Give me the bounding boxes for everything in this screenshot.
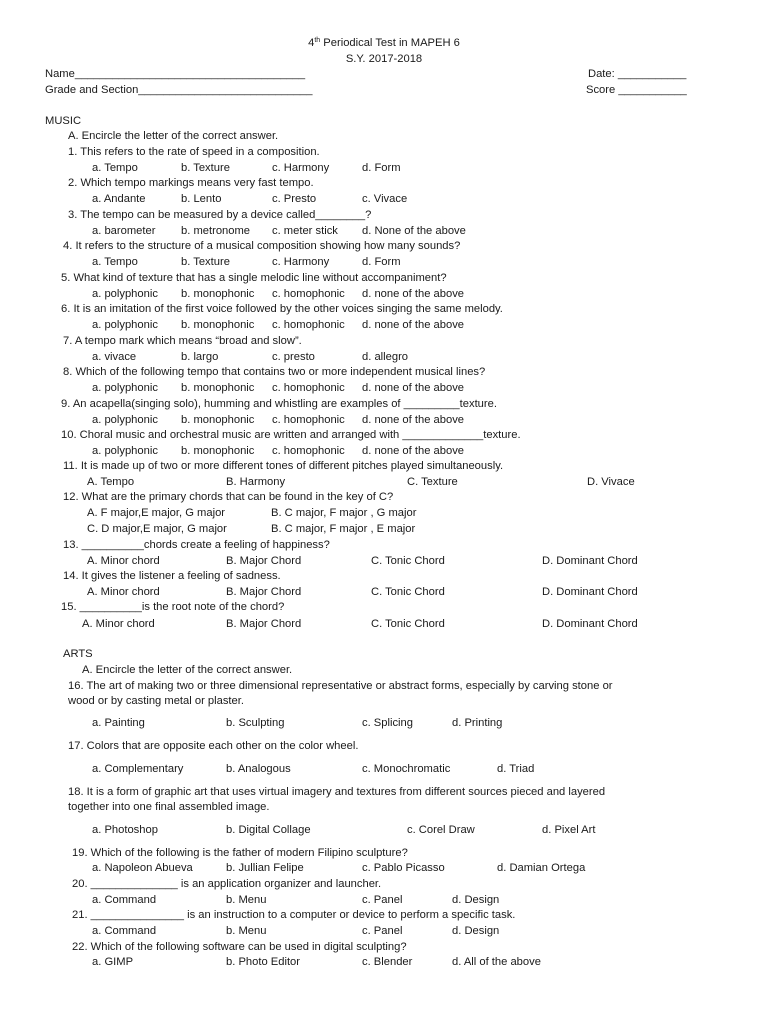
answer-choice[interactable]: d. Damian Ortega xyxy=(497,862,586,874)
answer-choice[interactable]: b. Lento xyxy=(181,193,222,205)
answer-choice[interactable]: c. Panel xyxy=(362,925,403,937)
answer-choice[interactable]: d. All of the above xyxy=(452,956,541,968)
answer-choice[interactable]: b. Jullian Felipe xyxy=(226,862,304,874)
answer-choice[interactable]: C. Tonic Chord xyxy=(371,618,445,630)
test-title: 4th Periodical Test in MAPEH 6 xyxy=(308,37,460,49)
question-text: 5. What kind of texture that has a single melodic line without accompaniment? xyxy=(61,272,447,284)
answer-choice[interactable]: d. none of the above xyxy=(362,414,465,426)
question-text: 17. Colors that are opposite each other on the color wheel. xyxy=(68,740,359,752)
answer-choice[interactable]: b. monophonic xyxy=(181,414,255,426)
answer-choice[interactable]: c. Monochromatic xyxy=(362,763,451,775)
answer-choice[interactable]: c. meter stick xyxy=(272,225,338,237)
answer-choice[interactable]: b. monophonic xyxy=(181,288,255,300)
answer-choice[interactable]: C. Tonic Chord xyxy=(371,555,445,567)
answer-choice[interactable]: D. Dominant Chord xyxy=(542,555,638,567)
question-text: 8. Which of the following tempo that contains two or more independent musical lines? xyxy=(63,366,486,378)
answer-choice[interactable]: a. Complementary xyxy=(92,763,184,775)
answer-choice[interactable]: a. Napoleon Abueva xyxy=(92,862,193,874)
answer-choice[interactable]: a. Andante xyxy=(92,193,146,205)
answer-choice[interactable]: c. Pablo Picasso xyxy=(362,862,445,874)
answer-choice[interactable]: b. Photo Editor xyxy=(226,956,301,968)
answer-choice[interactable]: c. Blender xyxy=(362,956,413,968)
answer-choice[interactable]: D. Dominant Chord xyxy=(542,586,638,598)
answer-choice[interactable]: b. Texture xyxy=(181,162,230,174)
answer-choice[interactable]: b. Menu xyxy=(226,925,267,937)
answer-choice[interactable]: b. Menu xyxy=(226,894,267,906)
answer-choice[interactable]: d. allegro xyxy=(362,351,409,363)
arts-heading: ARTS xyxy=(63,648,93,660)
answer-choice[interactable]: d. Design xyxy=(452,925,500,937)
answer-choice[interactable]: d. Design xyxy=(452,894,500,906)
answer-choice[interactable]: B. Major Chord xyxy=(226,555,302,567)
answer-choice[interactable]: B. Harmony xyxy=(226,476,286,488)
question-text: 12. What are the primary chords that can be found in the key of C? xyxy=(63,491,394,503)
answer-choice[interactable]: A. Minor chord xyxy=(82,618,155,630)
question-text: 22. Which of the following software can be used in digital sculpting? xyxy=(72,941,407,953)
answer-choice[interactable]: d. None of the above xyxy=(362,225,466,237)
answer-choice[interactable]: a. Command xyxy=(92,925,157,937)
question-text: 4. It refers to the structure of a musical composition showing how many sounds? xyxy=(63,240,461,252)
answer-choice[interactable]: b. Analogous xyxy=(226,763,291,775)
answer-choice[interactable]: c. presto xyxy=(272,351,315,363)
answer-choice[interactable]: a. GIMP xyxy=(92,956,134,968)
answer-choice[interactable]: C. Tonic Chord xyxy=(371,586,445,598)
answer-choice[interactable]: a. polyphonic xyxy=(92,319,158,331)
answer-choice[interactable]: b. metronome xyxy=(181,225,251,237)
answer-choice[interactable]: d. none of the above xyxy=(362,288,465,300)
answer-choice[interactable]: B. C major, F major , G major xyxy=(271,507,417,519)
answer-choice[interactable]: c. homophonic xyxy=(272,319,345,331)
answer-choice[interactable]: D. Dominant Chord xyxy=(542,618,638,630)
answer-choice[interactable]: b. Texture xyxy=(181,256,230,268)
question-text: 2. Which tempo markings means very fast tempo. xyxy=(68,177,314,189)
answer-choice[interactable]: B. C major, F major , E major xyxy=(271,523,416,535)
answer-choice[interactable]: a. polyphonic xyxy=(92,445,158,457)
answer-choice[interactable]: a. Painting xyxy=(92,717,145,729)
answer-choice[interactable]: a. polyphonic xyxy=(92,414,158,426)
question-text-continued: wood or by casting metal or plaster. xyxy=(68,695,244,707)
grade-section-field[interactable]: Grade and Section____________________________ xyxy=(45,84,313,96)
answer-choice[interactable]: a. barometer xyxy=(92,225,156,237)
answer-choice[interactable]: d. Form xyxy=(362,162,401,174)
answer-choice[interactable]: a. Tempo xyxy=(92,256,138,268)
answer-choice[interactable]: b. Digital Collage xyxy=(226,824,311,836)
answer-choice[interactable]: d. none of the above xyxy=(362,445,465,457)
answer-choice[interactable]: A. Tempo xyxy=(87,476,135,488)
answer-choice[interactable]: b. monophonic xyxy=(181,445,255,457)
answer-choice[interactable]: a. Command xyxy=(92,894,157,906)
question-text: 9. An acapella(singing solo), humming and whistling are examples of _________texture. xyxy=(61,398,497,410)
answer-choice[interactable]: a. Photoshop xyxy=(92,824,158,836)
answer-choice[interactable]: c. Corel Draw xyxy=(407,824,475,836)
music-instruction: A. Encircle the letter of the correct answer. xyxy=(68,130,279,142)
answer-choice[interactable]: c. homophonic xyxy=(272,288,345,300)
answer-choice[interactable]: d. Triad xyxy=(497,763,535,775)
answer-choice[interactable]: C. Texture xyxy=(407,476,458,488)
answer-choice[interactable]: c. homophonic xyxy=(272,445,345,457)
answer-choice[interactable]: b. monophonic xyxy=(181,319,255,331)
answer-choice[interactable]: b. monophonic xyxy=(181,382,255,394)
answer-choice[interactable]: c. Harmony xyxy=(272,162,330,174)
question-text: 6. It is an imitation of the first voice followed by the other voices singing the same melody. xyxy=(61,303,503,315)
answer-choice[interactable]: a. polyphonic xyxy=(92,288,158,300)
question-text: 7. A tempo mark which means “broad and slow”. xyxy=(63,335,302,347)
answer-choice[interactable]: C. D major,E major, G major xyxy=(87,523,227,535)
question-text: 11. It is made up of two or more different tones of different pitches played simultaneously. xyxy=(63,460,504,472)
answer-choice[interactable]: b. Sculpting xyxy=(226,717,285,729)
answer-choice[interactable]: d. none of the above xyxy=(362,382,465,394)
answer-choice[interactable]: B. Major Chord xyxy=(226,618,302,630)
question-text: 1. This refers to the rate of speed in a composition. xyxy=(68,146,320,158)
question-text: 20. ______________ is an application organizer and launcher. xyxy=(72,878,382,890)
answer-choice[interactable]: A. Minor chord xyxy=(87,586,160,598)
answer-choice[interactable]: c. Harmony xyxy=(272,256,330,268)
question-text-continued: together into one final assembled image. xyxy=(68,801,270,813)
question-text: 18. It is a form of graphic art that uses virtual imagery and textures from different sources pieced and layered xyxy=(68,786,606,798)
answer-choice[interactable]: B. Major Chord xyxy=(226,586,302,598)
question-text: 13. __________chords create a feeling of happiness? xyxy=(63,539,330,551)
question-text: 15. __________is the root note of the chord? xyxy=(61,601,285,613)
answer-choice[interactable]: d. none of the above xyxy=(362,319,465,331)
answer-choice[interactable]: d. Printing xyxy=(452,717,503,729)
question-text: 21. _______________ is an instruction to a computer or device to perform a specific task. xyxy=(72,909,516,921)
date-field[interactable]: Date: ___________ xyxy=(588,68,687,80)
answer-choice[interactable]: c. Panel xyxy=(362,894,403,906)
score-field[interactable]: Score ___________ xyxy=(586,84,687,96)
question-text: 3. The tempo can be measured by a device called________? xyxy=(68,209,372,221)
question-text: 10. Choral music and orchestral music are written and arranged with _____________texture. xyxy=(61,429,521,441)
question-text: 19. Which of the following is the father of modern Filipino sculpture? xyxy=(72,847,408,859)
answer-choice[interactable]: c. Splicing xyxy=(362,717,413,729)
answer-choice[interactable]: D. Vivace xyxy=(587,476,635,488)
question-text: 16. The art of making two or three dimensional representative or abstract forms, especially by carving stone or xyxy=(68,680,613,692)
answer-choice[interactable]: a. vivace xyxy=(92,351,137,363)
answer-choice[interactable]: a. Tempo xyxy=(92,162,138,174)
answer-choice[interactable]: A. Minor chord xyxy=(87,555,160,567)
answer-choice[interactable]: c. Vivace xyxy=(362,193,408,205)
answer-choice[interactable]: d. Form xyxy=(362,256,401,268)
answer-choice[interactable]: A. F major,E major, G major xyxy=(87,507,226,519)
school-year: S.Y. 2017-2018 xyxy=(345,53,423,65)
music-heading: MUSIC xyxy=(45,115,82,127)
answer-choice[interactable]: d. Pixel Art xyxy=(542,824,596,836)
name-field[interactable]: Name_____________________________________ xyxy=(45,68,306,80)
answer-choice[interactable]: b. largo xyxy=(181,351,219,363)
arts-instruction: A. Encircle the letter of the correct answer. xyxy=(82,664,293,676)
question-text: 14. It gives the listener a feeling of sadness. xyxy=(63,570,281,582)
answer-choice[interactable]: c. homophonic xyxy=(272,414,345,426)
answer-choice[interactable]: c. Presto xyxy=(272,193,317,205)
answer-choice[interactable]: a. polyphonic xyxy=(92,382,158,394)
answer-choice[interactable]: c. homophonic xyxy=(272,382,345,394)
